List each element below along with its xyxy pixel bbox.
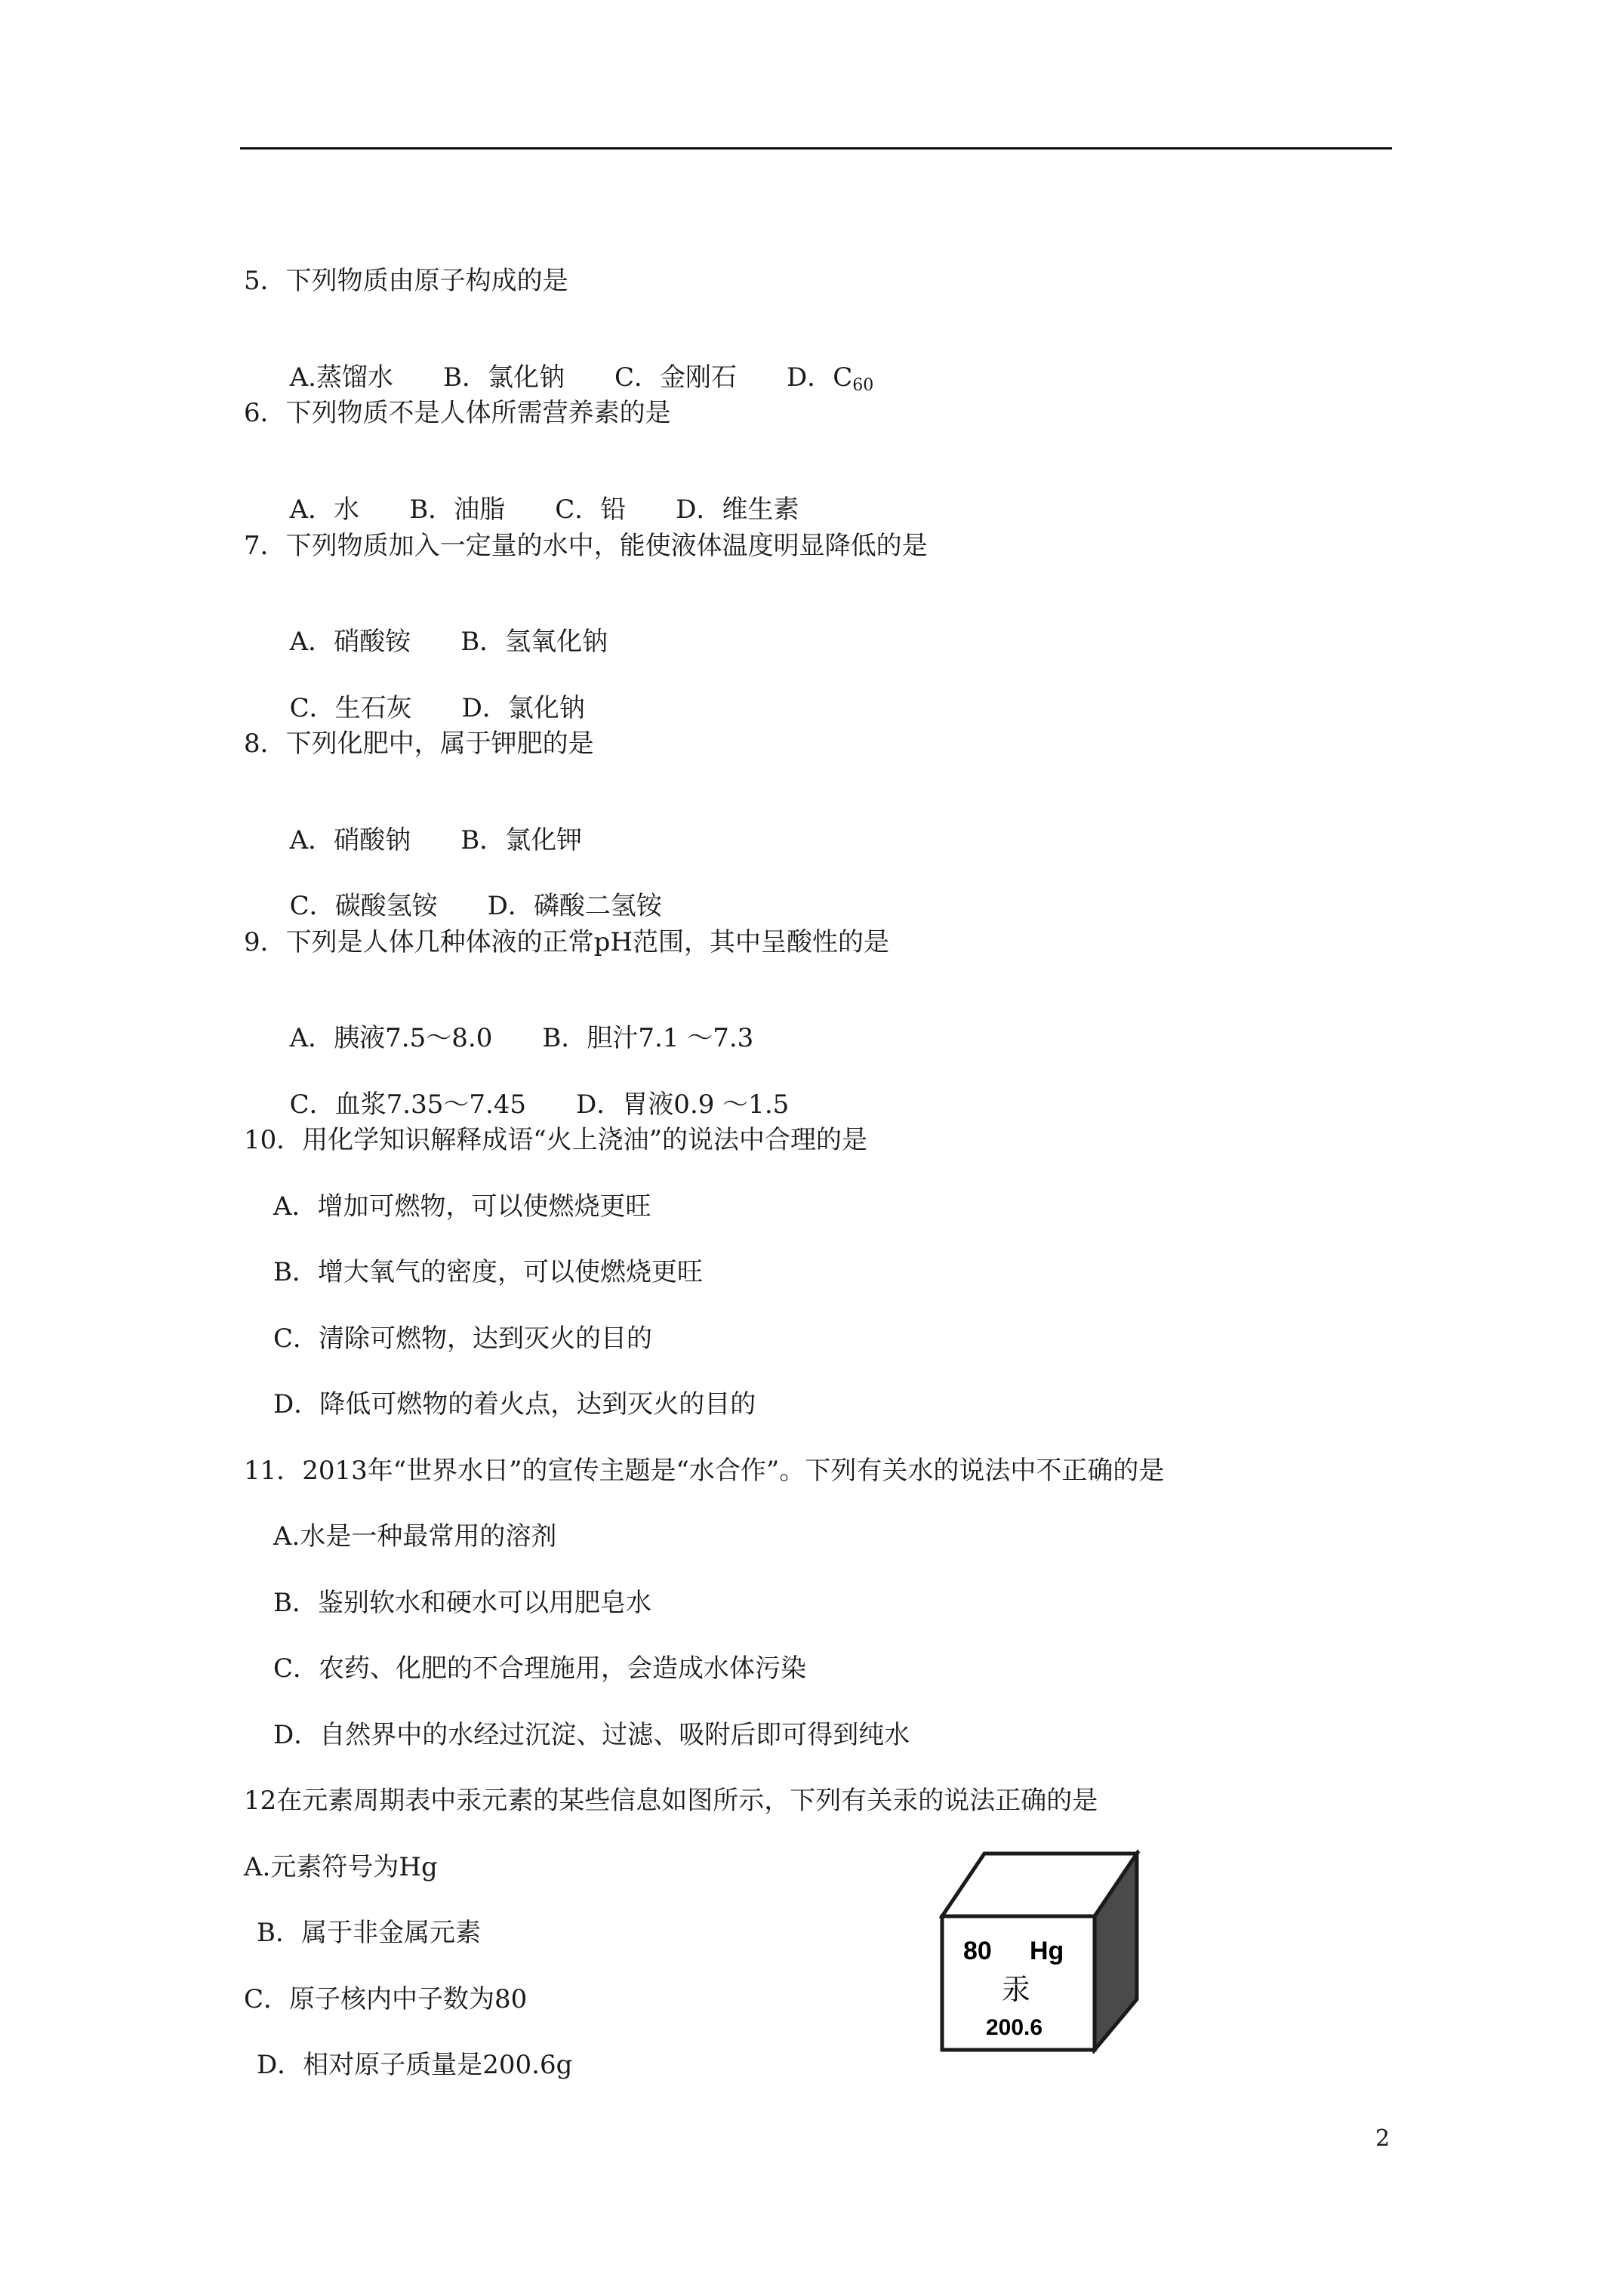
- q5-option-d: [787, 362, 873, 393]
- q12-option-d: D．相对原子质量是200.6g: [257, 2050, 573, 2080]
- q5-option-b: B．氯化钠: [443, 362, 565, 393]
- q11-option-a: A.水是一种最常用的溶剂: [273, 1521, 557, 1552]
- header-rule: [240, 147, 1392, 149]
- q5-options: [273, 332, 873, 401]
- q7-options-row1: [273, 596, 608, 657]
- element-atomic-number: 80: [963, 1937, 992, 1965]
- q9-stem: 9．下列是人体几种体液的正常pH范围，其中呈酸性的是: [244, 927, 890, 957]
- q6-stem: 6．下列物质不是人体所需营养素的是: [244, 398, 671, 428]
- q11-option-c: C．农药、化肥的不合理施用，会造成水体污染: [273, 1653, 807, 1684]
- q6-option-a: A．水: [289, 495, 360, 525]
- page-number: 2: [1375, 2125, 1390, 2152]
- element-atomic-mass: 200.6: [986, 2015, 1043, 2040]
- q10-option-a: A．增加可燃物，可以使燃烧更旺: [273, 1191, 651, 1222]
- element-name: 汞: [1002, 1973, 1031, 2006]
- q8-option-b: B．氯化钾: [460, 825, 583, 855]
- q9-option-d: D．胃液0.9 ～1.5: [576, 1089, 790, 1120]
- q6-options: [273, 464, 799, 525]
- q8-option-c: C．碳酸氢铵: [289, 891, 438, 921]
- q12-option-b: B．属于非金属元素: [257, 1918, 481, 1948]
- q5-option-d-subscript: 60: [852, 376, 874, 395]
- q7-option-a: A．硝酸铵: [289, 627, 411, 657]
- q8-stem: 8．下列化肥中，属于钾肥的是: [244, 729, 594, 759]
- q9-option-c: C．血浆7.35～7.45: [289, 1089, 527, 1120]
- element-symbol: Hg: [1030, 1937, 1064, 1965]
- q11-option-b: B．鉴别软水和硬水可以用肥皂水: [273, 1588, 651, 1618]
- q8-options-row1: [273, 795, 582, 855]
- q7-options-row2: [273, 663, 585, 723]
- q9-options-row2: [273, 1059, 789, 1120]
- q12-option-c: C．原子核内中子数为80: [244, 1984, 528, 2014]
- q12-stem: 12在元素周期表中汞元素的某些信息如图所示，下列有关汞的说法正确的是: [244, 1786, 1098, 1816]
- q10-option-d: D．降低可燃物的着火点，达到灭火的目的: [273, 1389, 756, 1419]
- q7-option-d: D．氯化钠: [461, 693, 585, 723]
- q10-option-c: C．清除可燃物，达到灭火的目的: [273, 1324, 653, 1354]
- q6-option-c: C．铅: [555, 495, 627, 525]
- q5-option-d-label: D．C: [787, 362, 853, 393]
- q11-stem: 11．2013年“世界水日”的宣传主题是“水合作”。下列有关水的说法中不正确的是: [244, 1456, 1165, 1486]
- q11-option-d: D．自然界中的水经过沉淀、过滤、吸附后即可得到纯水: [273, 1720, 910, 1750]
- q8-option-a: A．硝酸钠: [289, 825, 411, 855]
- q5-option-a: A.蒸馏水: [289, 362, 393, 393]
- q10-stem: 10．用化学知识解释成语“火上浇油”的说法中合理的是: [244, 1125, 868, 1155]
- q6-option-b: B．油脂: [409, 495, 506, 525]
- q8-option-d: D．磷酸二氢铵: [487, 891, 662, 921]
- q9-option-b: B．胆汁7.1 ～7.3: [542, 1023, 754, 1053]
- mercury-element-cube: [939, 1850, 1143, 2054]
- q7-stem: 7．下列物质加入一定量的水中，能使液体温度明显降低的是: [244, 531, 928, 561]
- q12-option-a: A.元素符号为Hg: [244, 1852, 438, 1882]
- q7-option-b: B．氢氧化钠: [460, 627, 608, 657]
- q6-option-d: D．维生素: [676, 495, 799, 525]
- q10-option-b: B．增大氧气的密度，可以使燃烧更旺: [273, 1257, 703, 1287]
- q8-options-row2: [273, 861, 662, 921]
- q9-option-a: A．胰液7.5～8.0: [289, 1023, 493, 1053]
- q7-option-c: C．生石灰: [289, 693, 412, 723]
- q5-option-c: C．金刚石: [614, 362, 738, 393]
- q9-options-row1: [273, 993, 753, 1053]
- q5-stem: 5．下列物质由原子构成的是: [244, 266, 568, 296]
